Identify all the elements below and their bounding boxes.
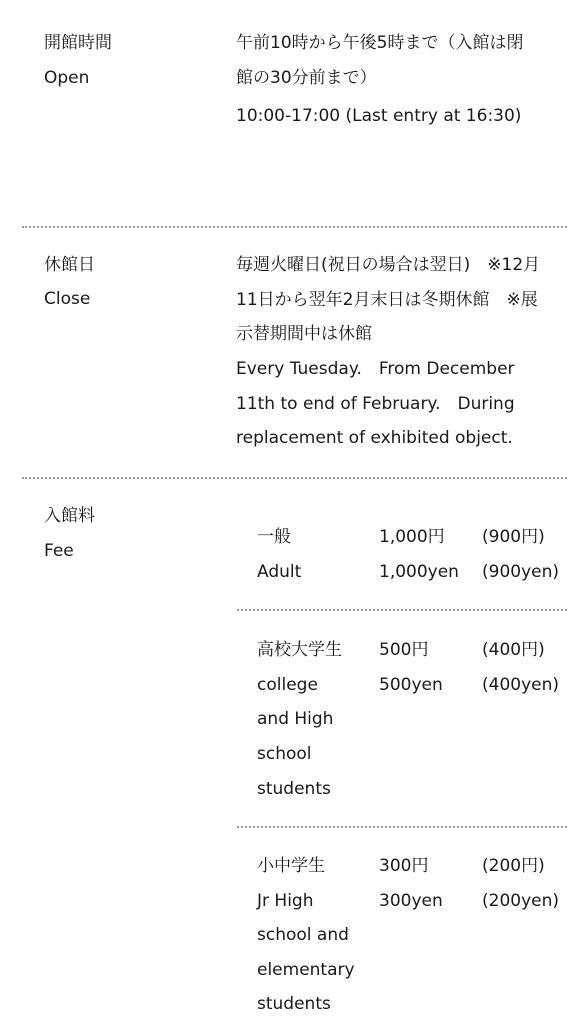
close-info-line: 11th to end of February. During (236, 394, 515, 414)
fee-category: 一般 (257, 527, 291, 547)
fee-group-price: (400yen) (482, 675, 560, 695)
fee-label-ja: 入館料 (44, 506, 95, 526)
open-label-ja: 開館時間 (44, 33, 112, 53)
fee-category: students (257, 994, 331, 1014)
close-info-line: 示替期間中は休館 (236, 324, 372, 344)
fee-row-divider (237, 609, 567, 611)
fee-category: college (257, 675, 318, 695)
section-divider (22, 477, 567, 479)
fee-category: Adult (257, 562, 302, 582)
fee-price: 300円 (379, 856, 429, 876)
fee-group-price: (400円) (482, 640, 545, 660)
fee-group-price: (900円) (482, 527, 545, 547)
open-hours-line: 10:00-17:00 (Last entry at 16:30) (236, 106, 522, 126)
fee-row-divider (237, 826, 567, 828)
fee-category: school and (257, 925, 349, 945)
section-divider (22, 226, 567, 228)
fee-price: 300yen (379, 891, 443, 911)
fee-category: and High (257, 709, 334, 729)
fee-group-price: (900yen) (482, 562, 560, 582)
open-label-en: Open (44, 68, 90, 88)
close-label-ja: 休館日 (44, 255, 95, 275)
open-hours-line: 午前10時から午後5時まで（入館は閉 (236, 33, 524, 53)
close-label-en: Close (44, 289, 91, 309)
close-info-line: 毎週火曜日(祝日の場合は翌日) ※12月 (236, 255, 541, 275)
fee-group-price: (200円) (482, 856, 545, 876)
fee-category: elementary (257, 960, 355, 980)
close-info-line: 11日から翌年2月末日は冬期休館 ※展 (236, 290, 538, 310)
fee-price: 1,000円 (379, 527, 445, 547)
close-info-line: Every Tuesday. From December (236, 359, 515, 379)
fee-category: 小中学生 (257, 856, 325, 876)
fee-category: Jr High (257, 891, 314, 911)
fee-category: school (257, 744, 312, 764)
close-info-line: replacement of exhibited object. (236, 428, 513, 448)
open-hours-line: 館の30分前まで） (236, 68, 377, 88)
fee-category: 高校大学生 (257, 640, 342, 660)
fee-price: 500円 (379, 640, 429, 660)
fee-label-en: Fee (44, 541, 74, 561)
fee-price: 1,000yen (379, 562, 459, 582)
fee-group-price: (200yen) (482, 891, 560, 911)
fee-price: 500yen (379, 675, 443, 695)
fee-category: students (257, 779, 331, 799)
